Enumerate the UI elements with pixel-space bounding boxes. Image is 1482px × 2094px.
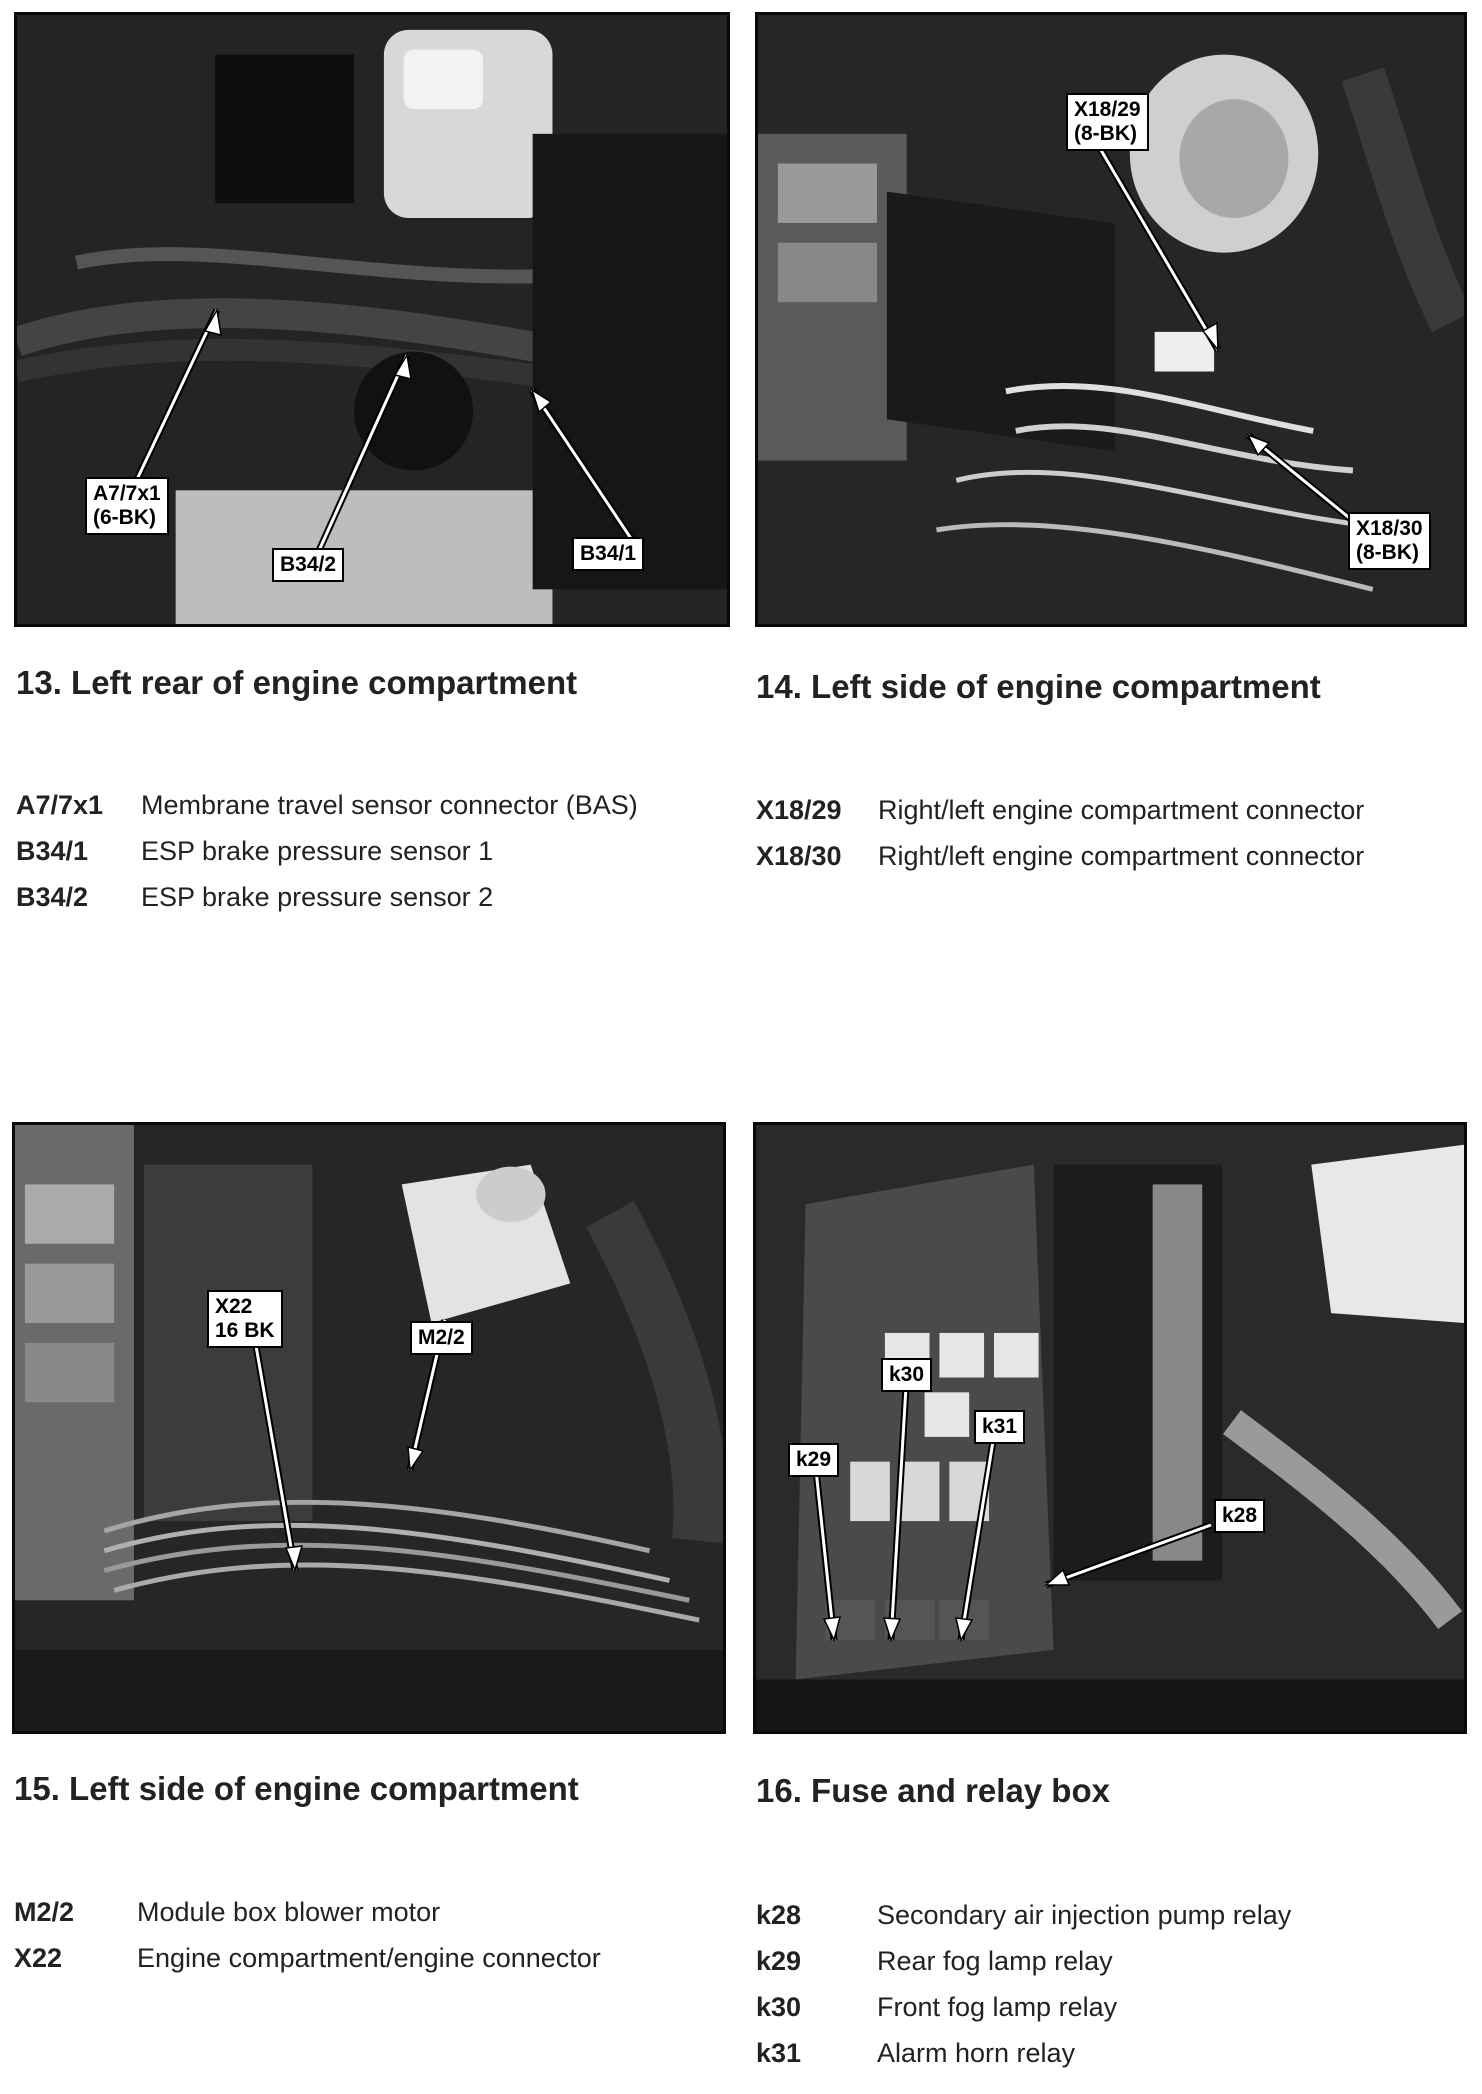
callout-k29: k29	[788, 1443, 839, 1477]
photo-left-side-engine-compartment	[755, 12, 1467, 627]
legend-code: X18/29	[756, 795, 842, 825]
legend-description: Right/left engine compartment connector	[878, 841, 1365, 871]
legend-description: Engine compartment/engine connector	[137, 1943, 601, 1973]
legend-code: B34/1	[16, 836, 89, 866]
callout-b34-2: B34/2	[272, 548, 344, 582]
legend-description: Module box blower motor	[137, 1897, 441, 1927]
section-number: 13.	[16, 664, 62, 701]
callout-leader-lines	[756, 1125, 1467, 1734]
legend-code: k29	[756, 1946, 802, 1976]
legend-description: Rear fog lamp relay	[877, 1946, 1113, 1976]
legend-15	[14, 1897, 714, 1989]
callout-m2-2: M2/2	[410, 1321, 473, 1355]
legend-code: M2/2	[14, 1897, 75, 1927]
photo-fuse-and-relay-box	[753, 1122, 1467, 1734]
callout-k30: k30	[881, 1358, 932, 1392]
legend-code: A7/7x1	[16, 790, 104, 820]
section-title-text: Left side of engine compartment	[69, 1770, 579, 1807]
legend-row	[756, 1946, 1456, 1992]
legend-description: Right/left engine compartment connector	[878, 795, 1365, 825]
photo-left-side-engine-compartment-2	[12, 1122, 726, 1734]
callout-leader-lines	[15, 1125, 726, 1734]
section-number: 15.	[14, 1770, 60, 1807]
section-title-text: Left side of engine compartment	[811, 668, 1321, 705]
legend-row	[756, 2038, 1456, 2084]
legend-row	[14, 1897, 714, 1943]
legend-description: ESP brake pressure sensor 1	[141, 836, 494, 866]
legend-row	[14, 1943, 714, 1989]
callout-a7-7x1: A7/7x1 (6-BK)	[85, 477, 169, 535]
legend-code: X22	[14, 1943, 63, 1973]
section-number: 16.	[756, 1772, 802, 1809]
section-number: 14.	[756, 668, 802, 705]
legend-code: k28	[756, 1900, 802, 1930]
section-title-16	[756, 1772, 1110, 1810]
section-title-15	[14, 1770, 579, 1808]
legend-description: ESP brake pressure sensor 2	[141, 882, 494, 912]
legend-row	[756, 1992, 1456, 2038]
section-title-text: Fuse and relay box	[811, 1772, 1110, 1809]
legend-row	[16, 790, 716, 836]
section-title-13	[16, 664, 577, 702]
legend-14	[756, 795, 1456, 887]
legend-code: k30	[756, 1992, 802, 2022]
legend-row	[16, 836, 716, 882]
legend-13	[16, 790, 716, 928]
legend-description: Front fog lamp relay	[877, 1992, 1118, 2022]
callout-k28: k28	[1214, 1499, 1265, 1533]
callout-x18-29: X18/29 (8-BK)	[1066, 93, 1149, 151]
legend-description: Alarm horn relay	[877, 2038, 1076, 2068]
legend-description: Secondary air injection pump relay	[877, 1900, 1292, 1930]
callout-b34-1: B34/1	[572, 537, 644, 571]
legend-row	[756, 841, 1456, 887]
legend-row	[756, 1900, 1456, 1946]
photo-left-rear-engine-compartment	[14, 12, 730, 627]
callout-x18-30: X18/30 (8-BK)	[1348, 512, 1431, 570]
section-title-text: Left rear of engine compartment	[71, 664, 578, 701]
callout-x22: X22 16 BK	[207, 1290, 283, 1348]
legend-description: Membrane travel sensor connector (BAS)	[141, 790, 638, 820]
legend-code: B34/2	[16, 882, 89, 912]
legend-row	[756, 795, 1456, 841]
legend-16	[756, 1900, 1456, 2084]
section-title-14	[756, 668, 1321, 706]
legend-code: X18/30	[756, 841, 842, 871]
callout-k31: k31	[974, 1410, 1025, 1444]
callout-leader-lines	[17, 15, 730, 627]
legend-row	[16, 882, 716, 928]
legend-code: k31	[756, 2038, 802, 2068]
